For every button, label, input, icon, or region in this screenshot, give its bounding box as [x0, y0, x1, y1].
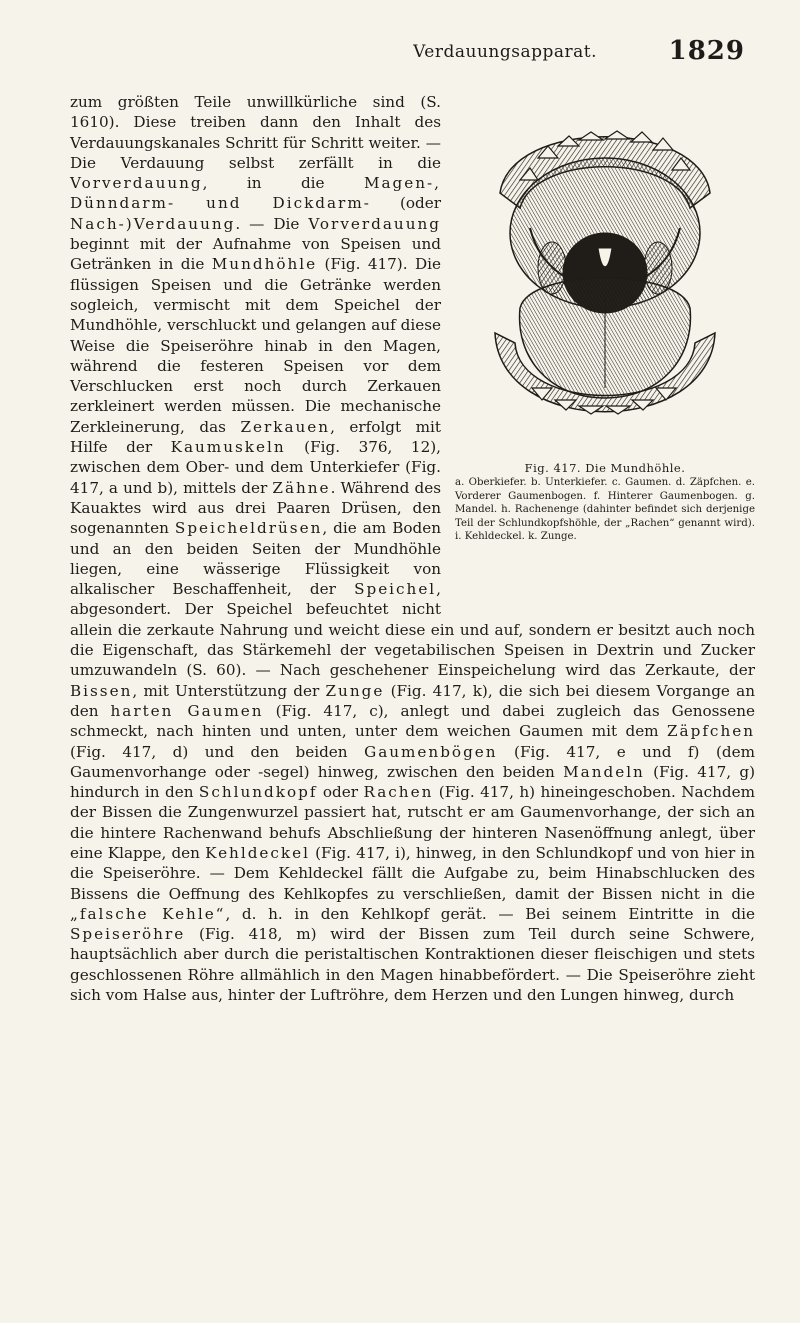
term-rachen: Rachen [363, 783, 434, 802]
term-speicheldruesen: Speicheldrüsen [174, 519, 323, 538]
term-speichel: Speichel [354, 580, 437, 599]
text-segment: , in die [202, 174, 364, 193]
term-kaumuskeln: Kaumuskeln [170, 438, 286, 457]
text-segment: (Fig. 417, c), anlegt und dabei zugleich das Genossene schmeckt, nach hinten und unten, unter dem weichen Gaumen mit dem [70, 701, 755, 741]
term-vorverdauung: Vorverdauung [70, 174, 203, 193]
text-segment: zum größten Teile unwillkürliche sind (S. 1610). Diese treiben dann den Inhalt des Verdauungskanales Schritt für Schritt weiter. — Die Verdauung selbst zerfällt in die [70, 93, 441, 172]
text-segment: (Fig. 417, h) hineingeschoben. Nachdem der Bissen die Zungenwurzel passiert hat, rutscht er am Gaumenvorhange, der sich an die hintere Rachenwand behufs Abschließung der hinteren Nasenöffnung anlegt, über eine Klappe, den [70, 783, 755, 862]
text-segment: , d. h. in den Kehlkopf gerät. — Bei seinem Eintritte in die [225, 904, 755, 923]
text-segment: (Fig. 418, m) wird der Bissen zum Teil durch seine Schwere, hauptsächlich aber durch die peristaltischen Kontraktionen dieser fleischigen und stets geschlossenen Röhre allmählich in den Magen hinabbefördert. — Die Speiseröhre zieht sich vom Halse aus, hinter der Luftröhre, dem Herzen und den Lungen hinweg, durch [70, 925, 755, 1005]
text-segment: (Fig. 376, 12), zwischen dem Ober- und dem Unterkiefer (Fig. 417, a und b), mittels der [70, 438, 442, 497]
text-segment: . — Die [235, 214, 309, 233]
tongue [520, 278, 691, 398]
text-segment: , die am Boden und an den beiden Seiten der Mundhöhle liegen, eine wässerige Flüssigkeit von alkalischer Beschaffenheit, der [70, 519, 441, 599]
term-vorverdauung-2: Vorverdauung [308, 214, 441, 233]
text-segment: (Fig. 417). Die flüssigen Speisen und die Getränke werden sogleich, vermischt mit dem Speichel der Mundhöhle, verschluckt und gelangen auf diese Weise die Speiseröhre hinab in den Magen, während die festeren Speisen vor dem Verschlucken erst noch durch Zerkauen zerkleinert werden müssen. Die mechanische Zerkleinerung, das [70, 255, 441, 436]
term-mundhoehle: Mundhöhle [211, 255, 318, 274]
term-harter-gaumen: harten Gaumen [110, 701, 264, 720]
text-segment: . Während des Kauaktes wird aus drei Paaren Drüsen, den sogenannten [70, 478, 441, 538]
term-falsche-kehle: „falsche Kehle“ [70, 904, 226, 923]
text-segment: (Fig. 417, e und f) (dem Gaumenvorhange oder -segel) hinweg, zwischen den beiden [70, 742, 755, 781]
term-nachverdauung: Nach-)Verdauung [70, 214, 236, 233]
figure-caption [455, 462, 755, 543]
text-segment: beginnt mit der Aufnahme von Speisen und Getränken in die [70, 235, 441, 274]
running-head [70, 36, 745, 70]
text-segment: (Fig. 417, g) hindurch in den [70, 762, 755, 802]
term-zaehne: Zähne [272, 478, 331, 497]
term-zaepfchen: Zäpfchen [666, 722, 755, 741]
text-segment: , mit Unterstützung der [132, 681, 326, 700]
term-zunge: Zunge [325, 681, 385, 700]
term-kehldeckel: Kehldeckel [205, 843, 310, 862]
term-speiseroehre: Speiseröhre [70, 925, 186, 944]
running-title: Verdauungsapparat. [413, 42, 597, 62]
text-segment: oder [317, 783, 364, 802]
page-number: 1829 [668, 36, 745, 66]
text-segment: , erfolgt mit Hilfe der [70, 417, 442, 457]
body-text [70, 92, 755, 1005]
text-segment: (Fig. 417, i), hinweg, in den Schlundkopf und von hier in die Speiseröhre. — Dem Kehldeckel fällt die Aufgabe zu, beim Hinabschlucken des Bissens die Oeffnung des Kehlkopfes zu verschließen, damit der Bissen nicht in die [70, 843, 756, 903]
text-segment: (Fig. 417, d) und den beiden [70, 742, 365, 761]
figure-417 [455, 98, 755, 596]
term-schlundkopf: Schlundkopf [198, 783, 318, 802]
text-segment: (Fig. 417, k), die sich bei diesem Vorgange an den [70, 681, 755, 720]
text-segment: , abgesondert. Der Speichel befeuchtet nicht allein die zerkaute Nahrung und weicht diese ein und auf, sondern er besitzt auch noch die Eigenschaft, das Stärkemehl der vegetabilischen Speisen in Dextrin und Zucker umzuwandeln (S. 60). — Nach geschehener Einspeichelung wird das Zerkaute, der [70, 580, 755, 680]
term-bissen: Bissen [70, 681, 133, 700]
caption-title: Fig. 417. Die Mundhöhle. [524, 461, 686, 475]
term-zerkauen: Zerkauen [240, 417, 331, 436]
term-mandeln: Mandeln [563, 762, 645, 781]
mouth-cavity-illustration [460, 98, 750, 458]
text-segment: (oder [370, 194, 441, 213]
term-gaumenboegen: Gaumenbögen [364, 742, 498, 761]
caption-text: a. Oberkiefer. b. Unterkiefer. c. Gaumen. d. Zäpfchen. e. Vorderer Gaumenbogen. f. Hinterer Gaumenbogen. g. Mandel. h. Rachenenge (dahinter befindet sich derjenige Teil der Schlundkopfshöhle, der „Rachen“ genannt wird). i. Kehldeckel. k. Zunge. [455, 477, 755, 543]
term-magen-duenndarm-dickdarm: Magen-, Dünndarm- und Dickdarm- [70, 174, 441, 213]
